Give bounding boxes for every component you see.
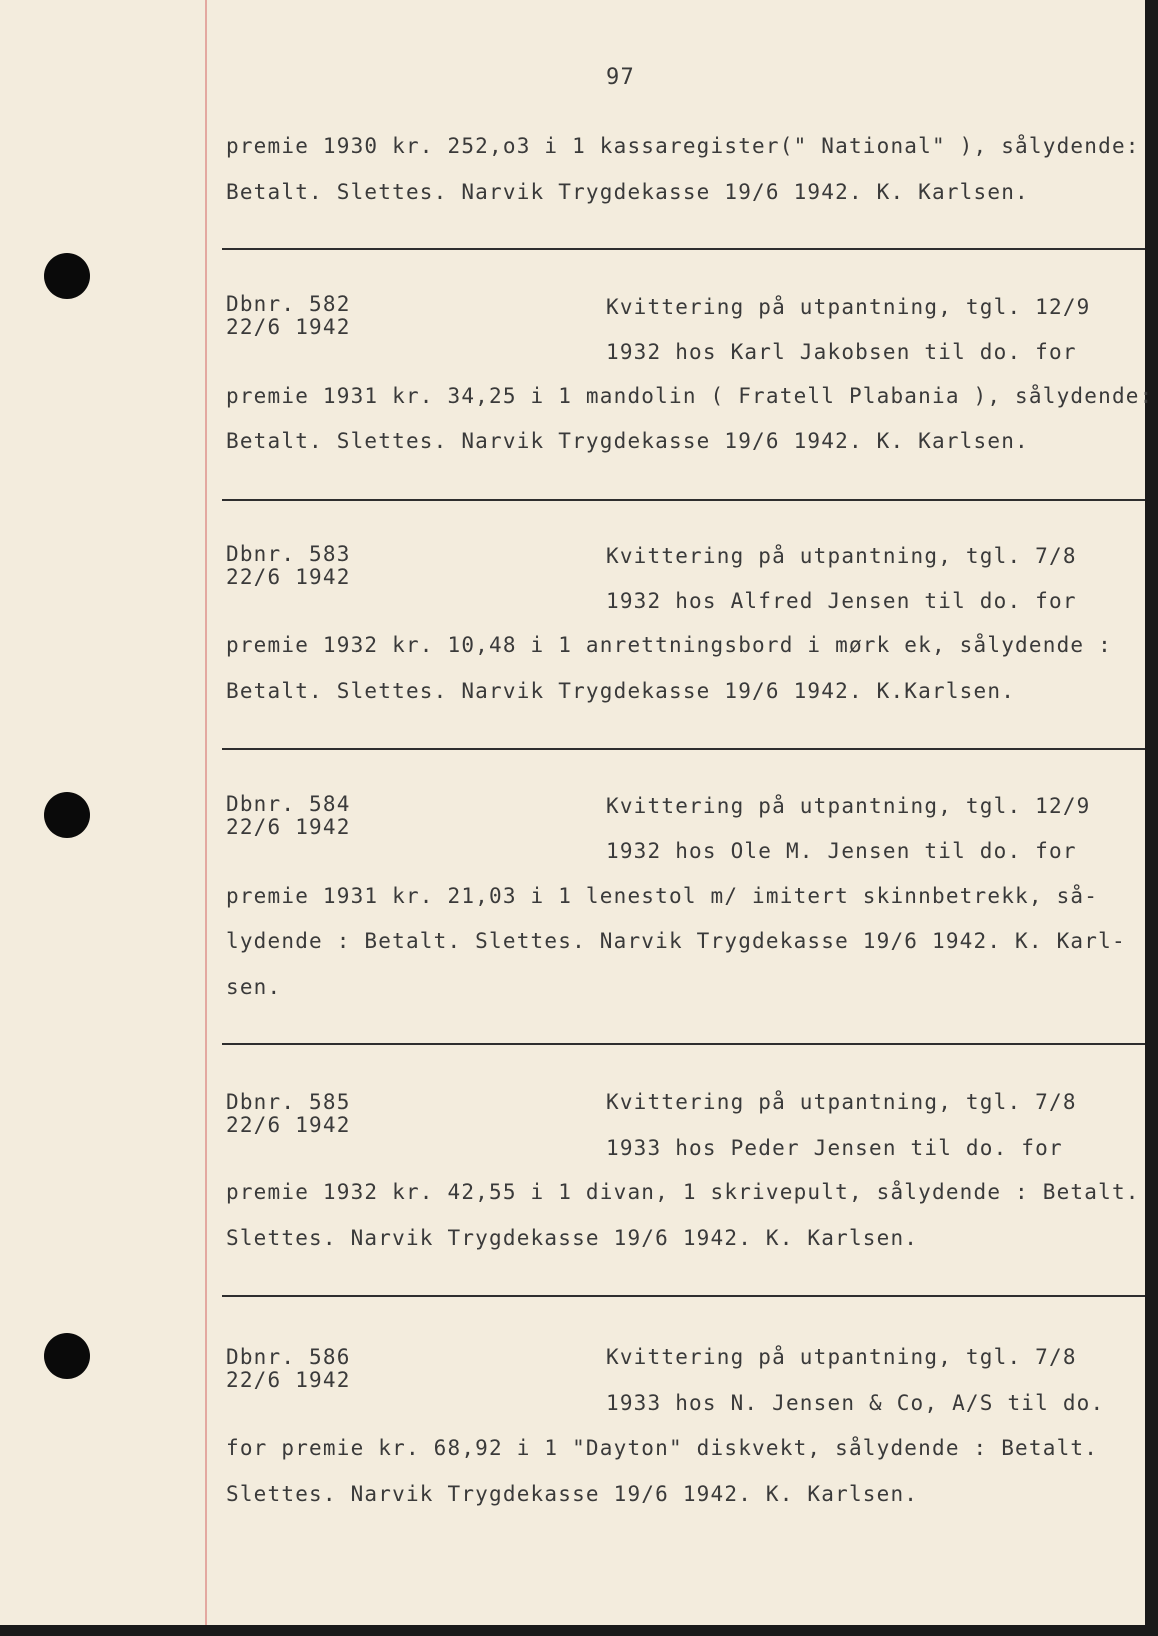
entry-divider (222, 748, 1145, 750)
entry-body-line: sen. (226, 975, 282, 999)
entry-line2: 1932 hos Ole M. Jensen til do. for (606, 839, 1077, 863)
entry-divider (222, 1043, 1145, 1045)
entry-body-line: premie 1932 kr. 42,55 i 1 divan, 1 skrivepult, sålydende : Betalt. (226, 1180, 1140, 1204)
entry-dbnr: Dbnr. 586 (226, 1345, 351, 1369)
punch-hole (44, 253, 90, 299)
entry-line1: Kvittering på utpantning, tgl. 12/9 (606, 295, 1091, 319)
entry-dbnr: Dbnr. 585 (226, 1090, 351, 1114)
entry-date: 22/6 1942 (226, 1113, 351, 1137)
punch-hole (44, 1333, 90, 1379)
entry-line2: 1932 hos Karl Jakobsen til do. for (606, 340, 1077, 364)
entry-body-line: for premie kr. 68,92 i 1 "Dayton" diskvekt, sålydende : Betalt. (226, 1436, 1099, 1460)
entry-line1: Kvittering på utpantning, tgl. 7/8 (606, 1090, 1077, 1114)
entry-date: 22/6 1942 (226, 315, 351, 339)
entry-body-line: Betalt. Slettes. Narvik Trygdekasse 19/6 1942. K.Karlsen. (226, 679, 1016, 703)
entry-line2: 1933 hos Peder Jensen til do. for (606, 1136, 1063, 1160)
entry-divider (222, 1295, 1145, 1297)
entry-body-line: Slettes. Narvik Trygdekasse 19/6 1942. K. Karlsen. (226, 1482, 919, 1506)
entry-body-line: premie 1932 kr. 10,48 i 1 anrettningsbord i mørk ek, sålydende : (226, 633, 1112, 657)
intro-line: premie 1930 kr. 252,o3 i 1 kassaregister(" National" ), sålydende: (226, 134, 1140, 158)
entry-dbnr: Dbnr. 582 (226, 292, 351, 316)
entry-body-line: lydende : Betalt. Slettes. Narvik Trygdekasse 19/6 1942. K. Karl- (226, 929, 1126, 953)
entry-dbnr: Dbnr. 584 (226, 792, 351, 816)
entry-divider (222, 499, 1145, 501)
entry-dbnr: Dbnr. 583 (226, 542, 351, 566)
punch-hole (44, 792, 90, 838)
margin-line (205, 0, 207, 1625)
entry-date: 22/6 1942 (226, 815, 351, 839)
entry-divider (222, 248, 1145, 250)
entry-line2: 1933 hos N. Jensen & Co, A/S til do. (606, 1391, 1105, 1415)
entry-line2: 1932 hos Alfred Jensen til do. for (606, 589, 1077, 613)
entry-line1: Kvittering på utpantning, tgl. 7/8 (606, 544, 1077, 568)
entry-date: 22/6 1942 (226, 1368, 351, 1392)
entry-line1: Kvittering på utpantning, tgl. 12/9 (606, 794, 1091, 818)
entry-date: 22/6 1942 (226, 565, 351, 589)
intro-line: Betalt. Slettes. Narvik Trygdekasse 19/6 1942. K. Karlsen. (226, 180, 1029, 204)
entry-line1: Kvittering på utpantning, tgl. 7/8 (606, 1345, 1077, 1369)
entry-body-line: Slettes. Narvik Trygdekasse 19/6 1942. K. Karlsen. (226, 1226, 919, 1250)
entry-body-line: premie 1931 kr. 34,25 i 1 mandolin ( Fratell Plabania ), sålydende: (226, 384, 1154, 408)
entry-body-line: Betalt. Slettes. Narvik Trygdekasse 19/6 1942. K. Karlsen. (226, 429, 1029, 453)
page-number: 97 (606, 65, 635, 90)
entry-body-line: premie 1931 kr. 21,03 i 1 lenestol m/ imitert skinnbetrekk, så- (226, 884, 1099, 908)
